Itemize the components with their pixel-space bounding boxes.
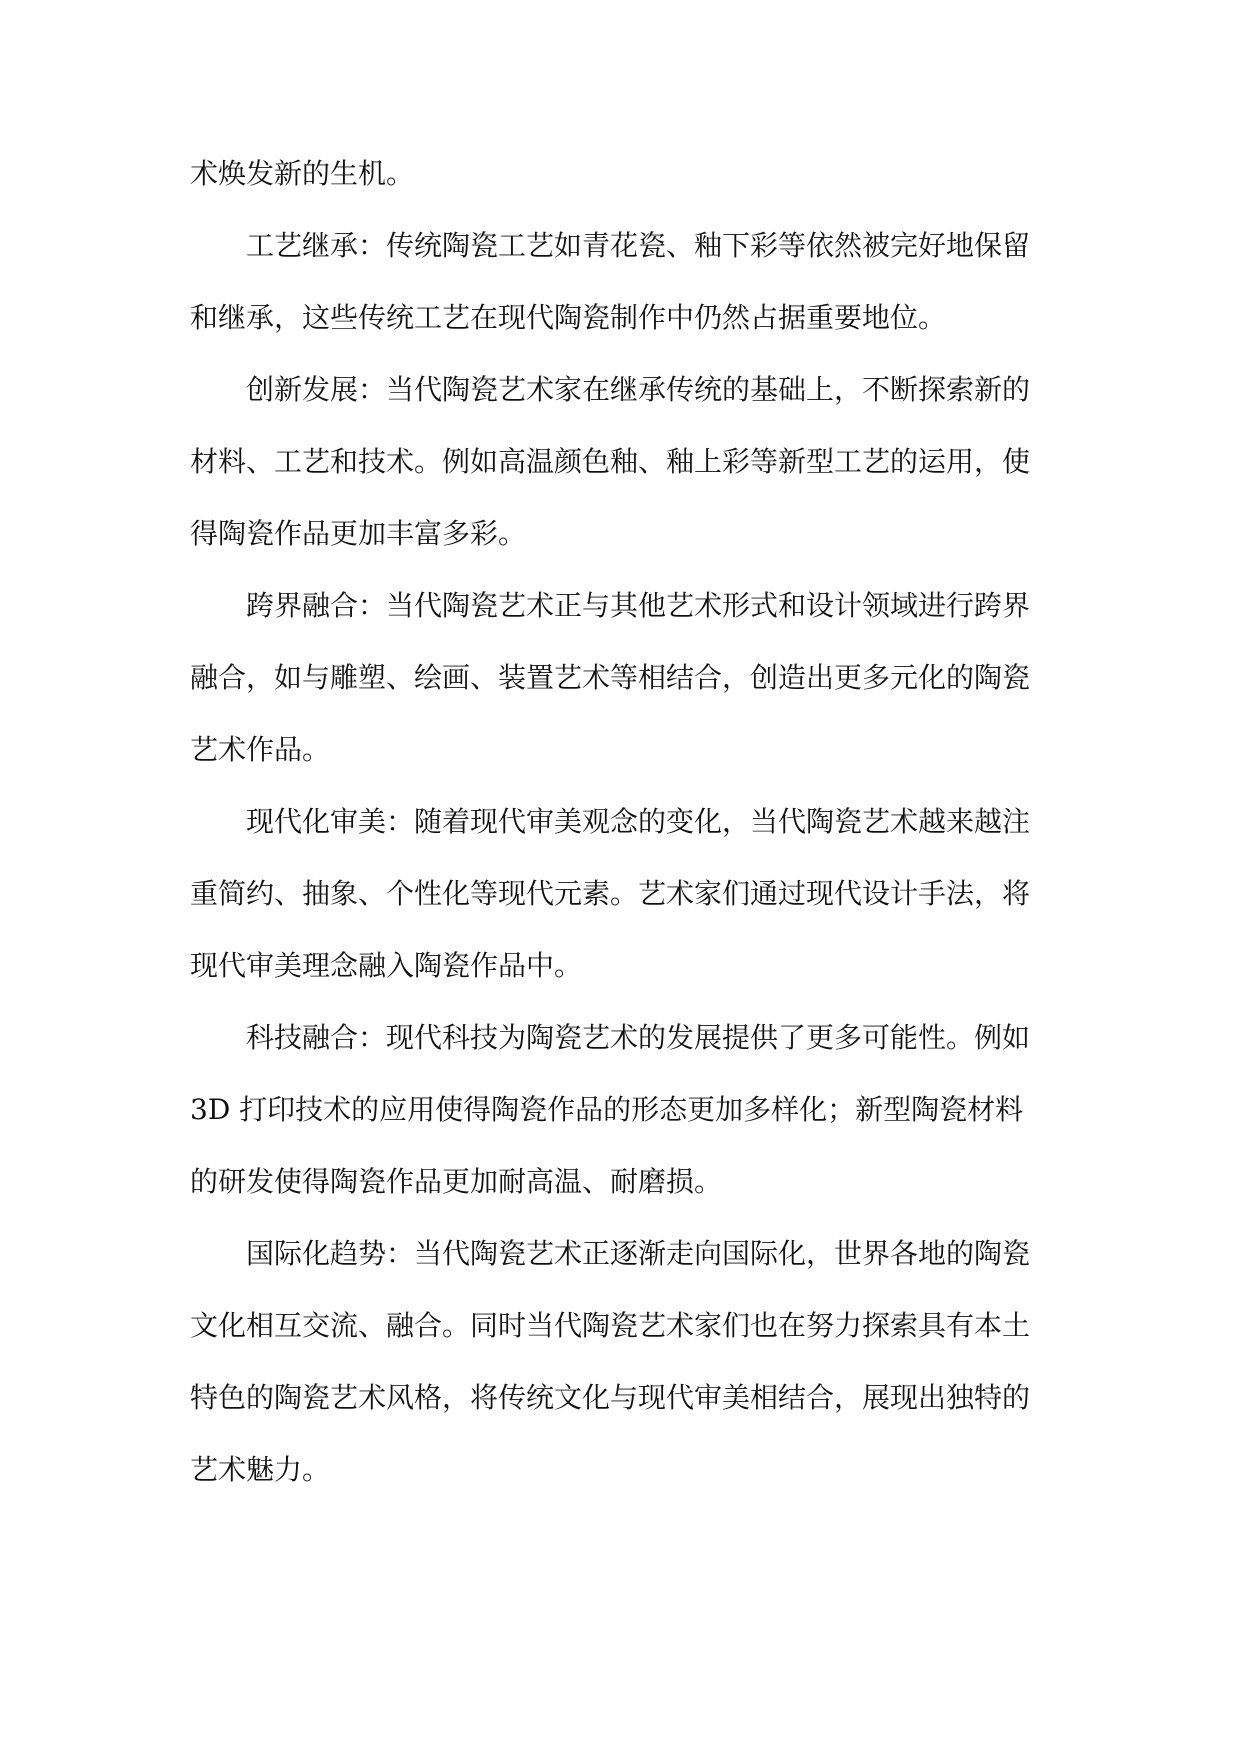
text-line: 和继承，这些传统工艺在现代陶瓷制作中仍然占据重要地位。 — [190, 301, 947, 334]
text-line: 现代化审美：随着现代审美观念的变化，当代陶瓷艺术越来越注 — [246, 805, 1031, 838]
text-line: 的研发使得陶瓷作品更加耐高温、耐磨损。 — [190, 1165, 723, 1198]
text-line: 文化相互交流、融合。同时当代陶瓷艺术家们也在努力探索具有本土 — [190, 1309, 1031, 1342]
paragraph — [190, 580, 1060, 796]
text-line: 现代审美理念融入陶瓷作品中。 — [190, 949, 583, 982]
text-line: 科技融合：现代科技为陶瓷艺术的发展提供了更多可能性。例如 — [246, 1021, 1031, 1054]
text-line: 特色的陶瓷艺术风格，将传统文化与现代审美相结合，展现出独特的 — [190, 1381, 1031, 1414]
text-line: 创新发展：当代陶瓷艺术家在继承传统的基础上，不断探索新的 — [246, 373, 1031, 406]
paragraph — [190, 364, 1060, 580]
text-line: 融合，如与雕塑、绘画、装置艺术等相结合，创造出更多元化的陶瓷 — [190, 661, 1031, 694]
paragraph — [190, 220, 1060, 364]
paragraph — [190, 1012, 1060, 1228]
text-line: 艺术魅力。 — [190, 1453, 331, 1486]
text-line: 工艺继承：传统陶瓷工艺如青花瓷、釉下彩等依然被完好地保留 — [246, 229, 1031, 262]
paragraph — [190, 148, 1060, 220]
text-line: 术焕发新的生机。 — [190, 157, 415, 190]
text-line: 跨界融合：当代陶瓷艺术正与其他艺术形式和设计领域进行跨界 — [246, 589, 1031, 622]
text-line: 重简约、抽象、个性化等现代元素。艺术家们通过现代设计手法，将 — [190, 877, 1031, 910]
body-text — [190, 148, 1060, 1516]
text-line: 3D 打印技术的应用使得陶瓷作品的形态更加多样化；新型陶瓷材料 — [190, 1093, 1024, 1126]
text-line: 艺术作品。 — [190, 733, 331, 766]
paragraph — [190, 1228, 1060, 1516]
text-line: 国际化趋势：当代陶瓷艺术正逐渐走向国际化，世界各地的陶瓷 — [246, 1237, 1031, 1270]
text-line: 得陶瓷作品更加丰富多彩。 — [190, 517, 527, 550]
paragraph — [190, 796, 1060, 1012]
text-line: 材料、工艺和技术。例如高温颜色釉、釉上彩等新型工艺的运用，使 — [190, 445, 1031, 478]
